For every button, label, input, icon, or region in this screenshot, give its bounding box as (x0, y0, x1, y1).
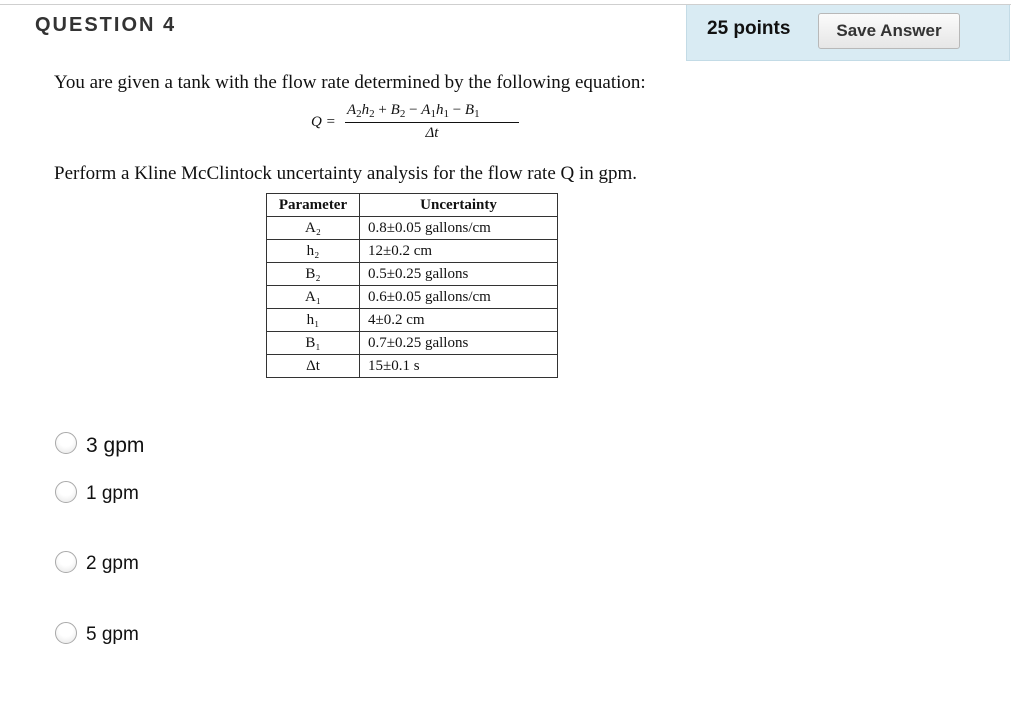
choice-label[interactable]: 3 gpm (86, 434, 145, 457)
equation-numerator: $A_2h_2 + B_2 - A_1h_1 - B_1$ (347, 102, 480, 120)
equation-denominator: Δt (425, 125, 439, 141)
choice-label[interactable]: 2 gpm (86, 553, 139, 574)
question-title: QUESTION 4 (35, 14, 177, 36)
uncertainty-cell: 15±0.1 s (360, 355, 558, 378)
header-uncertainty: Uncertainty (360, 194, 558, 217)
param-cell: B₂ (267, 263, 360, 286)
table-row (267, 332, 558, 355)
equation-fraction (345, 102, 525, 142)
param-cell: A₁ (267, 286, 360, 309)
radio-button[interactable] (55, 432, 77, 454)
choice-label[interactable]: 1 gpm (86, 483, 139, 504)
table-row (267, 240, 558, 263)
points-label: 25 points (707, 18, 791, 39)
param-cell: Δt (267, 355, 360, 378)
header-parameter: Parameter (267, 194, 360, 217)
fraction-bar (345, 122, 519, 123)
table-row (267, 263, 558, 286)
table-header-row (267, 194, 558, 217)
radio-button[interactable] (55, 622, 77, 644)
param-cell: h₂ (267, 240, 360, 263)
radio-button[interactable] (55, 551, 77, 573)
uncertainty-cell: 4±0.2 cm (360, 309, 558, 332)
uncertainty-cell: 0.7±0.25 gallons (360, 332, 558, 355)
equation-lhs: Q = (311, 114, 336, 130)
uncertainty-cell: 0.5±0.25 gallons (360, 263, 558, 286)
uncertainty-cell: 0.8±0.05 gallons/cm (360, 217, 558, 240)
question-header-panel (686, 5, 1010, 61)
question-prompt: Perform a Kline McClintock uncertainty analysis for the flow rate Q in gpm. (54, 163, 638, 184)
choice-label[interactable]: 5 gpm (86, 624, 139, 645)
table-row (267, 217, 558, 240)
uncertainty-cell: 0.6±0.05 gallons/cm (360, 286, 558, 309)
uncertainty-cell: 12±0.2 cm (360, 240, 558, 263)
table-row (267, 355, 558, 378)
radio-button[interactable] (55, 481, 77, 503)
param-cell: B₁ (267, 332, 360, 355)
uncertainty-table (266, 193, 558, 378)
param-cell: A₂ (267, 217, 360, 240)
question-intro: You are given a tank with the flow rate determined by the following equation: (54, 72, 646, 93)
table-row (267, 286, 558, 309)
param-cell: h₁ (267, 309, 360, 332)
table-row (267, 309, 558, 332)
save-answer-button[interactable]: Save Answer (818, 13, 960, 49)
